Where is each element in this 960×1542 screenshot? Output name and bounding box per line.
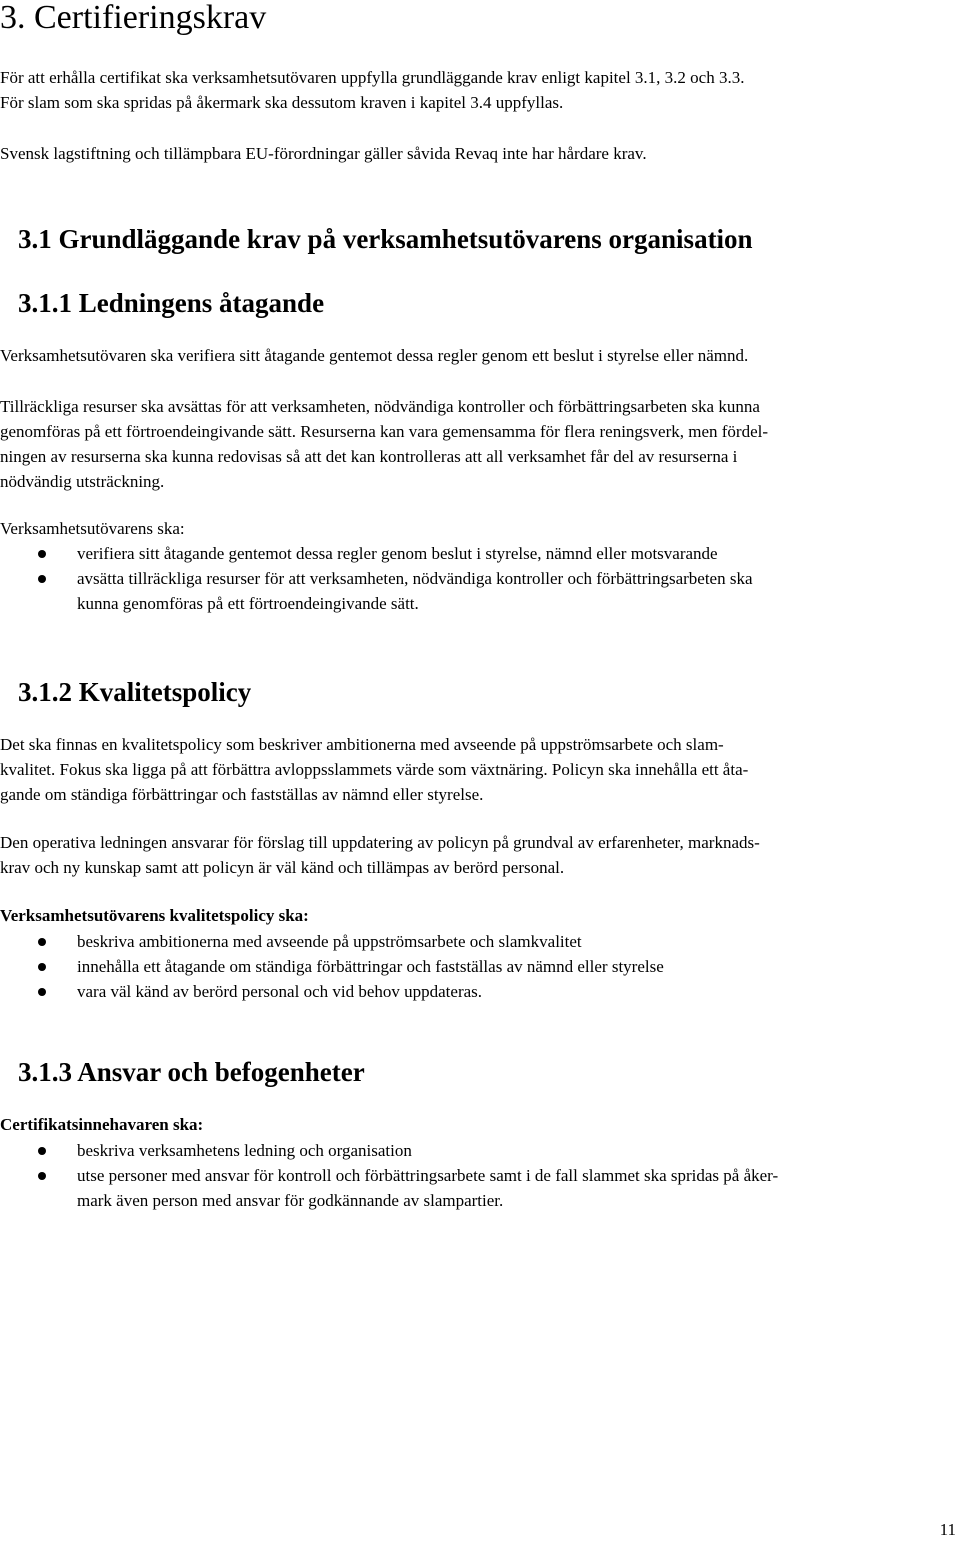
list-heading-3-1-3: Certifikatsinnehavaren ska: <box>0 1115 204 1134</box>
intro-line: För slam som ska spridas på åkermark ska dessutom kraven i kapitel 3.4 uppfyllas. <box>0 93 564 112</box>
policy-line: Det ska finnas en kvalitetspolicy som beskriver ambitionerna med avseende på uppströmsarbete och slam- <box>0 735 724 754</box>
section-3-1-2-title: 3.1.2 Kvalitetspolicy <box>18 677 252 707</box>
list-item: vara väl känd av berörd personal och vid behov uppdateras. <box>0 979 664 1004</box>
bullet-icon <box>38 550 46 558</box>
law-note: Svensk lagstiftning och tillämpbara EU-förordningar gäller såvida Revaq inte har hårdare krav. <box>0 144 647 163</box>
policy-paragraph <box>0 732 960 807</box>
operative-paragraph <box>0 830 960 880</box>
list-item: avsätta tillräckliga resurser för att verksamheten, nödvändiga kontroller och förbättringsarbeten ska kunna genomföras på ett förtroendeingivande sätt. <box>0 566 753 616</box>
list-item: innehålla ett åtagande om ständiga förbättringar och fastställas av nämnd eller styrelse <box>0 954 664 979</box>
list-item: verifiera sitt åtagande gentemot dessa regler genom beslut i styrelse, nämnd eller motsvarande <box>0 541 753 566</box>
section-3-1-title: 3.1 Grundläggande krav på verksamhetsutövarens organisation <box>18 224 753 254</box>
bullet-list-3-1-2 <box>0 929 664 1004</box>
bullet-icon <box>38 1172 46 1180</box>
resources-paragraph <box>0 394 960 494</box>
bullet-list-3-1-1 <box>0 541 753 616</box>
bullet-list-3-1-3 <box>0 1138 778 1213</box>
bullet-icon <box>38 988 46 996</box>
list-item: beskriva ambitionerna med avseende på uppströmsarbete och slamkvalitet <box>0 929 664 954</box>
policy-line: gande om ständiga förbättringar och fastställas av nämnd eller styrelse. <box>0 785 484 804</box>
policy-line: kvalitet. Fokus ska ligga på att förbättra avloppsslammets värde som växtnäring. Policyn ska innehålla ett åta- <box>0 760 749 779</box>
resources-line: genomföras på ett förtroendeingivande sätt. Resurserna kan vara gemensamma för flera reningsverk, men fördel- <box>0 422 769 441</box>
bullet-icon <box>38 1147 46 1155</box>
operative-line: krav och ny kunskap samt att policyn är väl känd och tillämpas av berörd personal. <box>0 858 565 877</box>
list-item: beskriva verksamhetens ledning och organisation <box>0 1138 778 1163</box>
intro-paragraph <box>0 65 960 115</box>
operative-line: Den operativa ledningen ansvarar för förslag till uppdatering av policyn på grundval av erfarenheter, marknads- <box>0 833 760 852</box>
resources-line: ningen av resurserna ska kunna redovisas så att det kan kontrolleras att all verksamhet får del av resurserna i <box>0 447 738 466</box>
page-heading: 3. Certifieringskrav <box>0 0 267 36</box>
bullet-icon <box>38 963 46 971</box>
list-heading-3-1-2: Verksamhetsutövarens kvalitetspolicy ska: <box>0 906 309 925</box>
bullet-icon <box>38 938 46 946</box>
list-item: utse personer med ansvar för kontroll och förbättringsarbete samt i de fall slammet ska spridas på åker- mark även person med ansvar för godkännande av slampartier. <box>0 1163 778 1213</box>
list-heading-3-1-1: Verksamhetsutövarens ska: <box>0 519 185 538</box>
section-3-1-3-title: 3.1.3 Ansvar och befogenheter <box>18 1057 365 1087</box>
bullet-icon <box>38 575 46 583</box>
resources-line: Tillräckliga resurser ska avsättas för att verksamheten, nödvändiga kontroller och förbättringsarbeten ska kunna <box>0 397 760 416</box>
commitment-paragraph: Verksamhetsutövaren ska verifiera sitt åtagande gentemot dessa regler genom ett beslut i styrelse eller nämnd. <box>0 346 749 365</box>
intro-line: För att erhålla certifikat ska verksamhetsutövaren uppfylla grundläggande krav enligt kapitel 3.1, 3.2 och 3.3. <box>0 68 745 87</box>
section-3-1-1-title: 3.1.1 Ledningens åtagande <box>18 288 325 318</box>
resources-line: nödvändig utsträckning. <box>0 472 165 491</box>
page-number: 11 <box>939 1520 956 1539</box>
